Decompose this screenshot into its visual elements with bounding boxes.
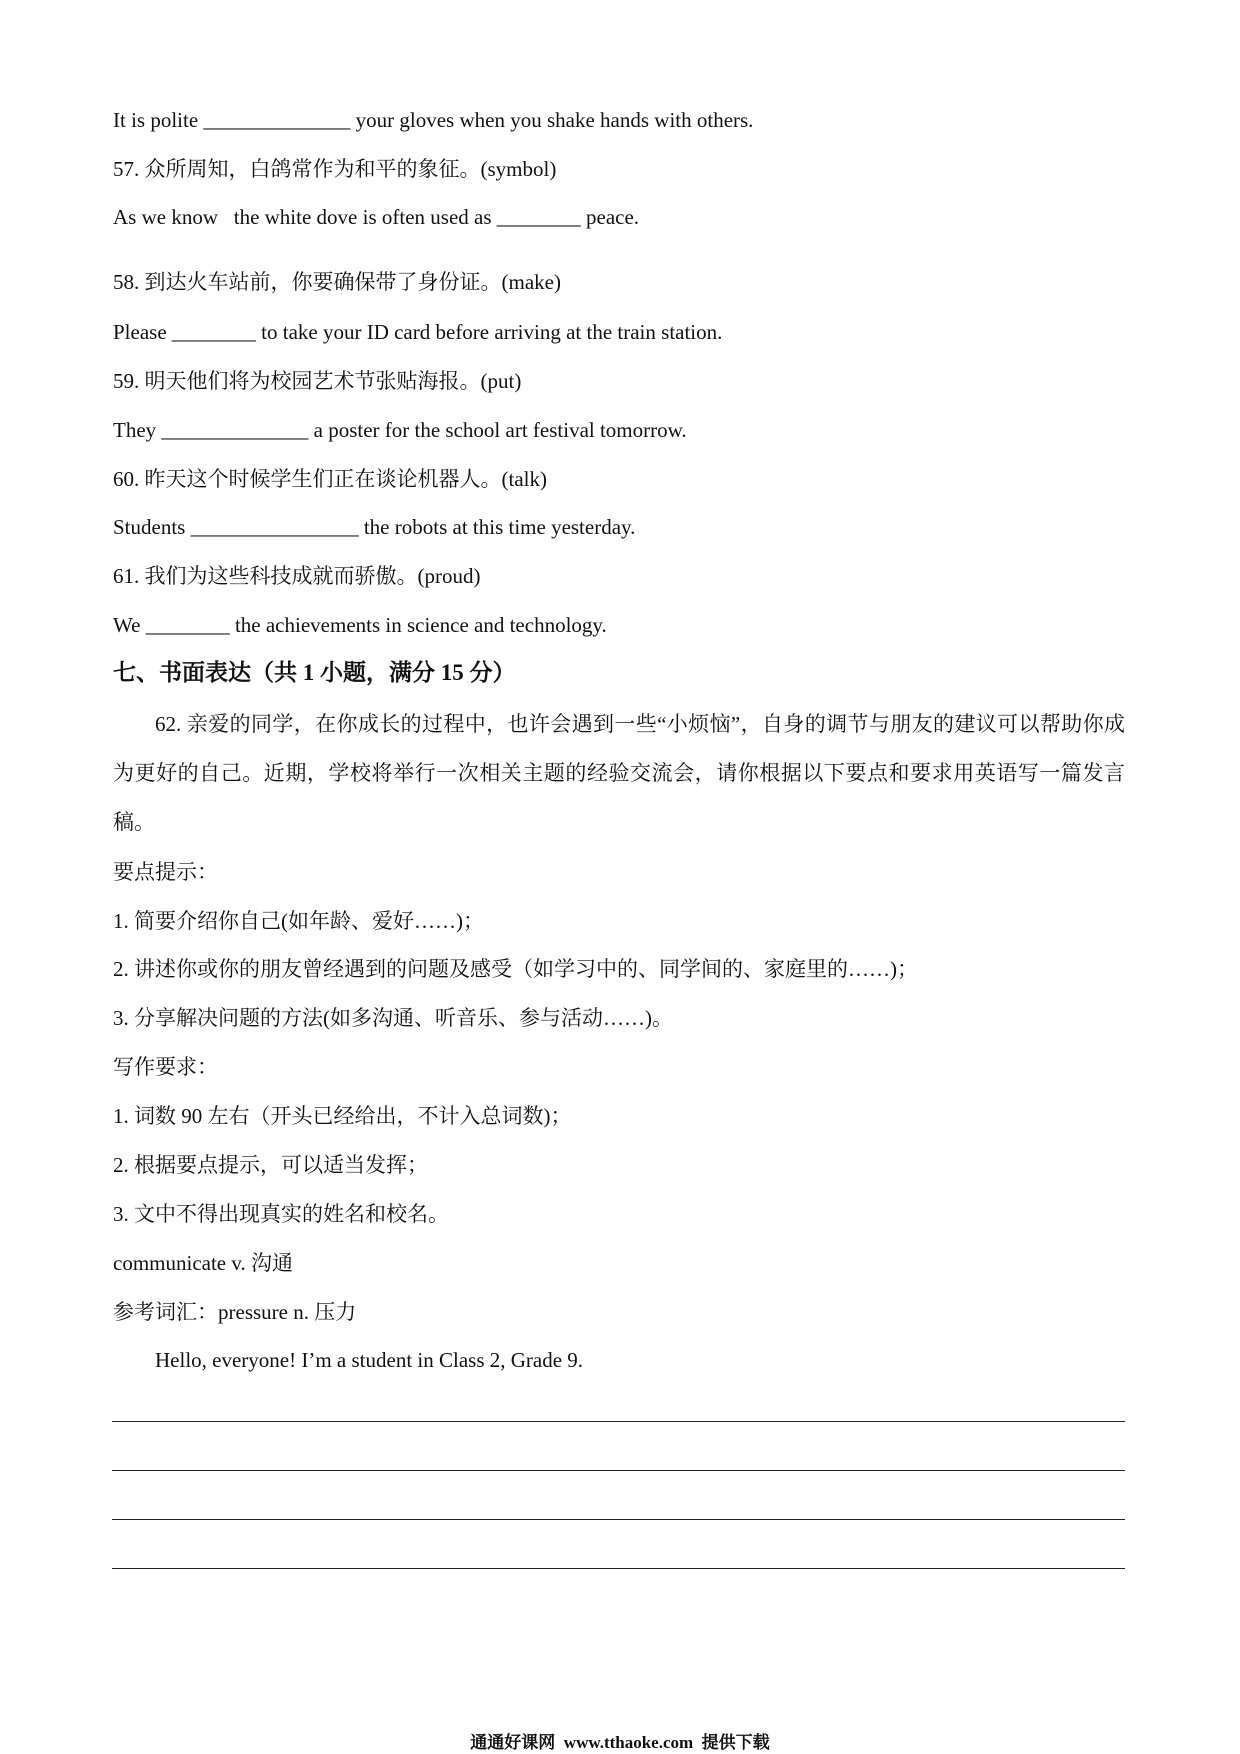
- footer-source: 通通好课网 www.tthaoke.com 提供下载: [470, 1733, 770, 1752]
- question-58-prompt: 58. 到达火车站前，你要确保带了身份证。(make): [113, 270, 561, 294]
- point-item: 3. 分享解决问题的方法(如多沟通、听音乐、参与活动……)。: [113, 1006, 673, 1030]
- requirement-item: 2. 根据要点提示，可以适当发挥；: [113, 1153, 428, 1177]
- question-61-sentence: We ________ the achievements in science and technology.: [113, 613, 607, 637]
- writing-task-prompt: 62. 亲爱的同学，在你成长的过程中，也许会遇到一些“小烦恼”，自身的调节与朋友的建议可以帮助你成为更好的自己。近期，学校将举行一次相关主题的经验交流会，请你根据以下要点和要求用英语写一篇发言稿。: [113, 712, 1125, 834]
- question-56-sentence: It is polite ______________ your gloves when you shake hands with others.: [113, 108, 754, 132]
- question-60-prompt: 60. 昨天这个时候学生们正在谈论机器人。(talk): [113, 467, 547, 491]
- answer-line[interactable]: [112, 1470, 1125, 1471]
- question-59-prompt: 59. 明天他们将为校园艺术节张贴海报。(put): [113, 369, 522, 393]
- question-61-prompt: 61. 我们为这些科技成就而骄傲。(proud): [113, 564, 481, 588]
- question-60-sentence: Students ________________ the robots at this time yesterday.: [113, 515, 636, 539]
- question-57-sentence: As we know the white dove is often used as ________ peace.: [113, 205, 640, 229]
- answer-line[interactable]: [112, 1421, 1125, 1422]
- requirement-item: 1. 词数 90 左右（开头已经给出，不计入总词数)；: [113, 1104, 572, 1128]
- point-item: 1. 简要介绍你自己(如年龄、爱好……)；: [113, 909, 484, 933]
- vocabulary-note: communicate v. 沟通: [113, 1251, 294, 1275]
- question-57-prompt: 57. 众所周知，白鸽常作为和平的象征。(symbol): [113, 157, 557, 181]
- question-59-sentence: They ______________ a poster for the school art festival tomorrow.: [113, 418, 687, 442]
- requirement-item: 3. 文中不得出现真实的姓名和校名。: [113, 1202, 449, 1226]
- answer-line[interactable]: [112, 1568, 1125, 1569]
- answer-line[interactable]: [112, 1519, 1125, 1520]
- section-heading: 七、书面表达（共 1 小题，满分 15 分）: [113, 660, 516, 685]
- points-title: 要点提示：: [113, 860, 218, 884]
- requirements-title: 写作要求：: [113, 1055, 218, 1079]
- vocabulary-note: 参考词汇：pressure n. 压力: [113, 1300, 357, 1324]
- point-item: 2. 讲述你或你的朋友曾经遇到的问题及感受（如学习中的、同学间的、家庭里的……)；: [113, 957, 918, 981]
- question-58-sentence: Please ________ to take your ID card before arriving at the train station.: [113, 320, 723, 344]
- essay-opening: Hello, everyone! I’m a student in Class 2, Grade 9.: [155, 1348, 584, 1372]
